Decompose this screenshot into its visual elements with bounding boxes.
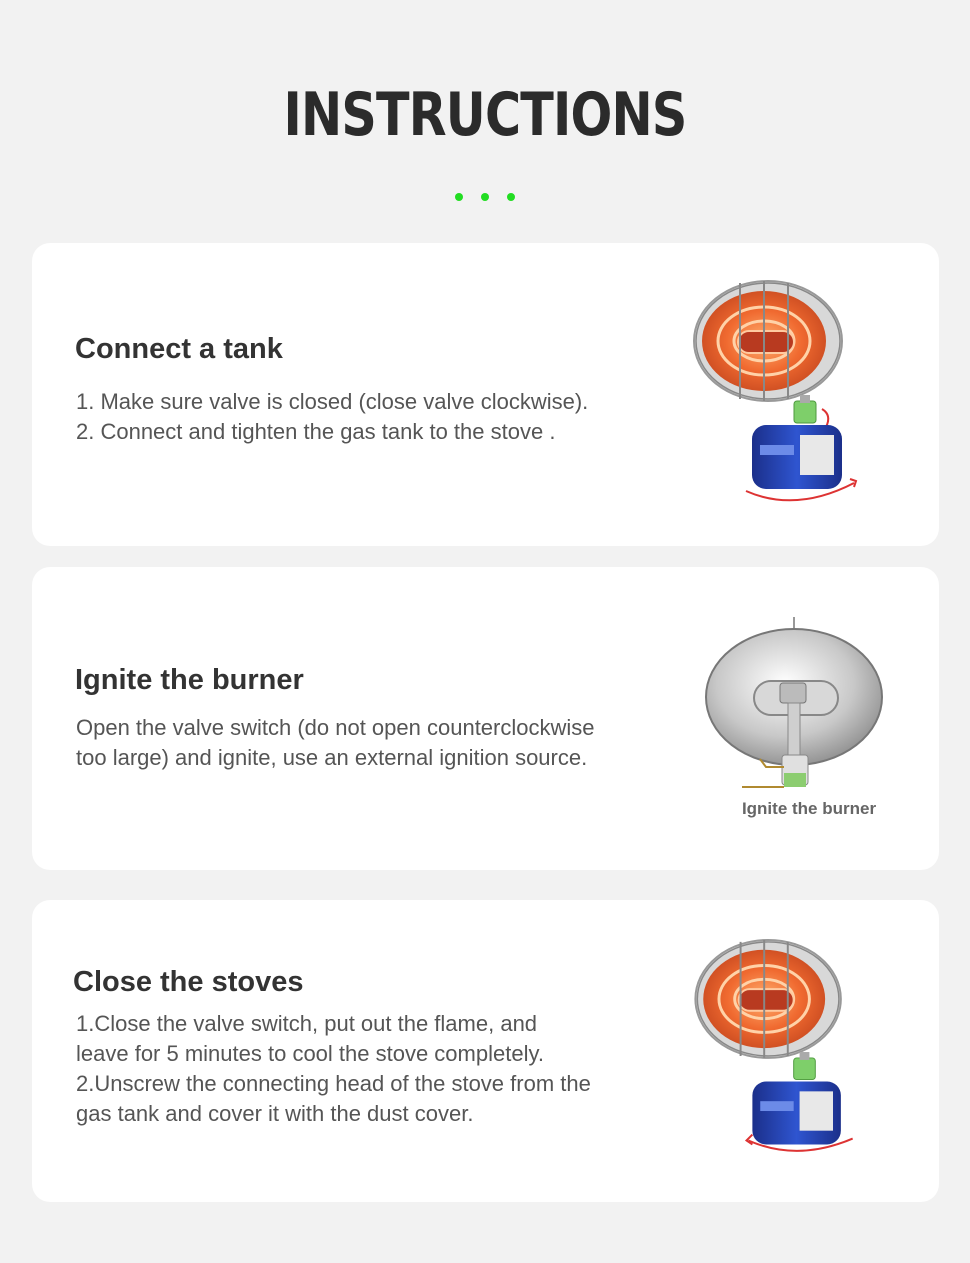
burner-back-view-icon: [702, 617, 888, 793]
instruction-card-connect-tank: [32, 243, 939, 546]
dot-icon: [455, 193, 463, 201]
dot-icon: [481, 193, 489, 201]
image-caption: Ignite the burner: [741, 799, 877, 818]
step-text-line: gas tank and cover it with the dust cover.: [76, 1101, 474, 1126]
heater-on-gas-canister-icon: [690, 938, 860, 1170]
step-text-line: leave for 5 minutes to cool the stove completely.: [76, 1041, 544, 1066]
step-text-line: Open the valve switch (do not open counterclockwise: [76, 715, 595, 740]
step-heading: Connect a tank: [75, 333, 283, 365]
instruction-card-ignite-burner: [32, 567, 939, 870]
step-heading: Close the stoves: [73, 966, 304, 998]
instruction-card-close-stoves: [32, 900, 939, 1202]
step-text-line: 2. Connect and tighten the gas tank to the stove .: [76, 419, 556, 444]
step-text-line: too large) and ignite, use an external ignition source.: [76, 745, 588, 770]
step-text-line: 1. Make sure valve is closed (close valve clockwise).: [76, 389, 589, 414]
step-text: [76, 1009, 656, 1129]
step-text-line: 1.Close the valve switch, put out the flame, and: [76, 1011, 538, 1036]
heater-on-gas-canister-icon: [690, 279, 860, 515]
step-heading: Ignite the burner: [75, 664, 304, 696]
page-title: INSTRUCTIONS: [283, 80, 687, 150]
step-text: [76, 387, 656, 447]
step-text-line: 2.Unscrew the connecting head of the stove from the: [76, 1071, 591, 1096]
step-text: [76, 713, 656, 773]
dot-icon: [507, 193, 515, 201]
decorative-dots: [0, 188, 970, 206]
